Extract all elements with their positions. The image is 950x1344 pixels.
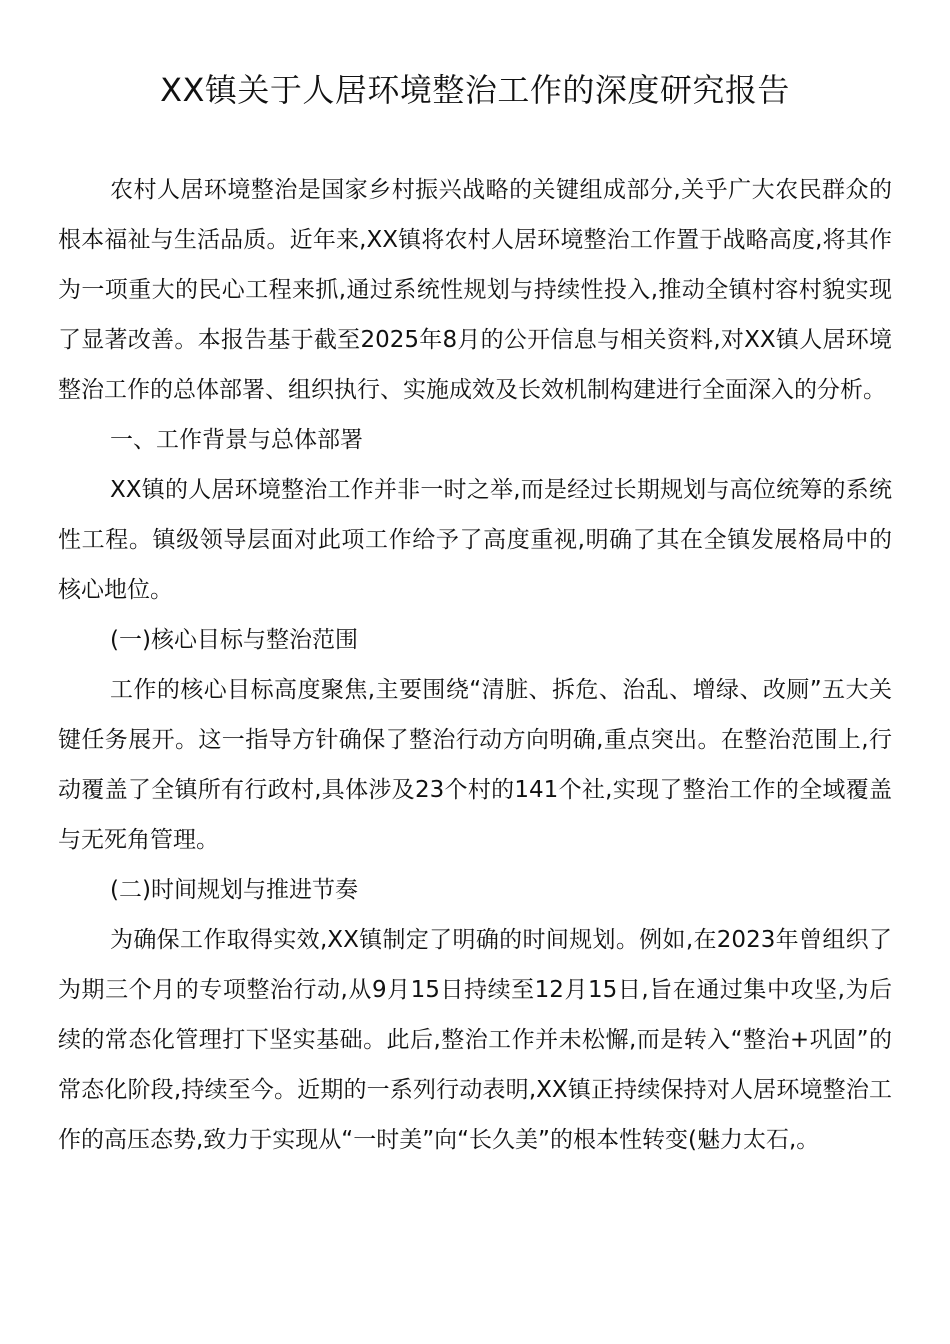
document-body	[58, 165, 892, 1165]
schedule-paragraph: 为确保工作取得实效,XX镇制定了明确的时间规划。例如,在2023年曾组织了为期三个月的专项整治行动,从9月15日持续至12月15日,旨在通过集中攻坚,为后续的常态化管理打下坚实基础。此后,整治工作并未松懈,而是转入“整治+巩固”的常态化阶段,持续至今。近期的一系列行动表明,XX镇正持续保持对人居环境整治工作的高压态势,致力于实现从“一时美”向“长久美”的根本性转变(魅力太石,。	[58, 927, 892, 1153]
intro-paragraph: 农村人居环境整治是国家乡村振兴战略的关键组成部分,关乎广大农民群众的根本福祉与生活品质。近年来,XX镇将农村人居环境整治工作置于战略高度,将其作为一项重大的民心工程来抓,通过系统性规划与持续性投入,推动全镇村容村貌实现了显著改善。本报告基于截至2025年8月的公开信息与相关资料,对XX镇人居环境整治工作的总体部署、组织执行、实施成效及长效机制构建进行全面深入的分析。	[58, 177, 892, 403]
section-heading-background: 一、工作背景与总体部署	[110, 427, 363, 453]
goals-paragraph: 工作的核心目标高度聚焦,主要围绕“清脏、拆危、治乱、增绿、改厕”五大关键任务展开。这一指导方针确保了整治行动方向明确,重点突出。在整治范围上,行动覆盖了全镇所有行政村,具体涉及23个村的141个社,实现了整治工作的全域覆盖与无死角管理。	[58, 677, 892, 853]
subsection-heading-schedule: (二)时间规划与推进节奏	[110, 877, 358, 903]
subsection-heading-goals: (一)核心目标与整治范围	[110, 627, 358, 653]
document-title: XX镇关于人居环境整治工作的深度研究报告	[160, 71, 790, 109]
background-paragraph: XX镇的人居环境整治工作并非一时之举,而是经过长期规划与高位统筹的系统性工程。镇级领导层面对此项工作给予了高度重视,明确了其在全镇发展格局中的核心地位。	[58, 477, 892, 603]
